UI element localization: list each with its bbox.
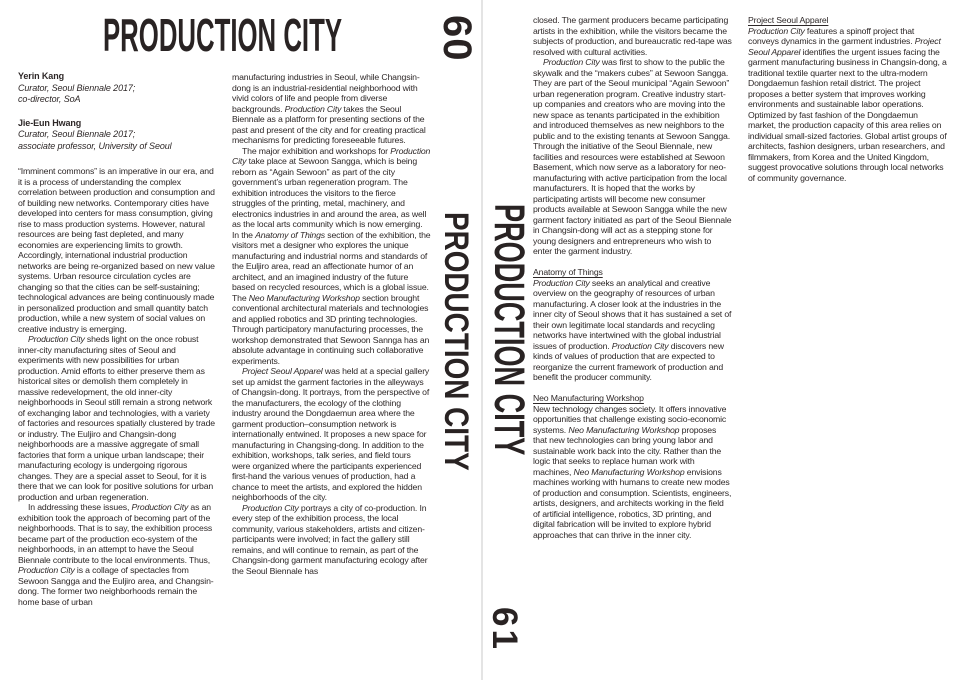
paragraph: Project Seoul Apparel was held at a special gallery set up amidst the garment factories in the alleyways of Changsin-dong. It portrays, from the perspective of the manufacturers, the ecology of the clothing industry around the Dongdaemun area where the garment production–consumption network is internationally entwined. It proposes a new space for manufacturing in Changsing-dong. In addition to the exhibition, workshops, talk series, and field tours were organized where the participants experienced first-hand the various venues of production, had a chance to meet the artists, and explored the hidden neighborhoods of the city. xyxy=(232,366,430,502)
left-page-vertical-title: PRODUCTION CITY xyxy=(437,212,475,471)
paragraph: Production City sheds light on the once robust inner-city manufacturing sites of Seoul and experiments with new possibilities for urban production. Amid efforts to either preserve them as historical sites or demolish them completely in massive redevelopment, the old inner-city neighborhoods in Seoul still remain a strong network of exchanging labor and technologies, with a variety of factories and resources spatially clustered by trade or industry. The Euljiro and Changsin-dong neighborhoods are a massive aggregate of small factories that form a unique urban landscape; their manufacturing ecology is undergoing rigorous changes. They are a special asset to Seoul, for it is there that we can look for positive solutions for urban production and urban regeneration. xyxy=(18,334,215,502)
paragraph: “Imminent commons” is an imperative in our era, and it is a process of understanding the complex correlation between production and consumption and of building new networks. Contemporary cities have developed into centers for mass consumption, giving rise to mass production systems. However, natural resources are being fast depleted, and many economies are experiencing limits to growth. Accordingly, international industrial production networks are being re-organized based on new value systems. Urban resource circulation cycles are changing so that the cities can be self-sustaining; technological advances are being continuously made in personalized production and small quantity batch production, while a new system of social values on creative industry is emerging. xyxy=(18,166,215,334)
text-column-1 xyxy=(18,166,215,607)
paragraph: Production City seeks an analytical and creative overview on the geography of resources of urban manufacturing. A closer look at the industries in the inner city of Seoul shows that it has sustained a set of their own legitimate local standards and recycling networks have intertwined with the global industrial issues of production. Production City discovers new kinds of values of production that are expected to reorganize the current framework of production and benefit the producer community. xyxy=(533,277,732,382)
author-role: co-director, SoA xyxy=(18,94,81,104)
paragraph: closed. The garment producers became participating artists in the exhibition, while the visitors became the subjects of production, and bureaucratic red-tape was resolved with cultural activities. xyxy=(533,15,732,57)
author-role: associate professor, University of Seoul xyxy=(18,140,172,151)
paragraph: The major exhibition and workshops for Production City take place at Sewoon Sangga, which is being reborn as “Again Sewoon” as part of the city government’s urban regeneration program. The exhibition introduces the visitors to the fierce struggles of the printing, metal, machinery, and electronics industries in and around the area, as well as the local arts community which is now emerging. In the Anatomy of Things section of the exhibition, the visitors met a designer who explores the unique manufacturing and industrial norms and standards of the Euljiro area, read an affectionate humor of an architect, and an imagined industry of the future based on recycled resources, which is a global issue. The Neo Manufacturing Workshop section brought conventional architectural materials and technologies and applied robotics and 3D printing technologies. Through participatory manufacturing processes, the workshop demonstrated that Sewoon Sannga has an absolute advantage in continuing such collaborative experiments. xyxy=(232,145,431,366)
text-column-3 xyxy=(533,15,732,540)
paragraph: In addressing these issues, Production City as an exhibition took the approach of becoming part of the neighborhoods. That is to say, the exhibition process became part of the production eco-system of the neighborhoods, in an attempt to have the Seoul Biennale contribute to the local environments. Thus, Production City is a collage of spectacles from Sewoon Sangga and the Euljiro area, and Changsin-dong. The former two neighborhoods remain the home base of urban xyxy=(18,502,214,607)
paragraph: Production City portrays a city of co-production. In every step of the exhibition process, the local community, various stakeholders, artists and citizen-participants were involved; in fact the gallery still remains, and will continue to remain, as part of the Changsin-dong garment manufacturing ecology after the Seoul Biennale has xyxy=(232,502,428,576)
page-divider xyxy=(481,0,483,680)
right-page-vertical-title: PRODUCTION CITY xyxy=(485,204,533,456)
author-name: Yerin Kang xyxy=(18,71,65,81)
paragraph: Production City was first to show to the public the skywalk and the “makers cubes” at Sewoon Sangga. They are part of the Seoul municipal “Again Sewoon” urban regeneration program. Creative industry start-up companies and creators who are moving into the new space as tenants participated in the exhibition and introduced themselves as new neighbors to the public and to the existing tenants at Sewoon Sangga. Through the initiative of the Seoul Biennale, new facilities and resources were established at Sewoon Basement, which now serve as a laboratory for neo-manufacturing with active participation from the local manufacturers. It is hoped that the works by participating artists will become new consumer products available at Sewoon Sangga while the new garment factory initiated as part of the Seoul Biennale in Changsin-dong will act as a stepping stone for young designers and entrepreneurs who wish to enter the garment industry. xyxy=(533,57,732,256)
author xyxy=(18,71,216,106)
author-block xyxy=(18,71,216,164)
paragraph: New technology changes society. It offers innovative opportunities that challenge existing socio-economic systems. Neo Manufacturing Workshop proposes that new technologies can bring young labor and sustainable work back into the city. Rather than the logic that seeks to replace human work with machines, Neo Manufacturing Workshop envisions machines working with humans to create new modes of production and consumption. Scientists, engineers, artists, designers, and architects working in the field of artificial intelligence, robotics, 3D printing, and digital fabrication will be invited to explore hybrid approaches that can thrive in the inner city. xyxy=(533,403,732,540)
paragraph: Production City features a spinoff project that conveys dynamics in the garment industries. Project Seoul Apparel identifies the urgent issues facing the garment manufacturing business in Changsin-dong, a traditional textile quarter next to the ultra-modern Dongdaemun fashion retail district. The project proposes a better system that improves working environments and sustainable labor operations. Optimized by fast fashion of the Dongdaemun market, the production capacity of this area relies on individual small-sized factories. Global artist groups of architects, fashion designers, urban researchers, and filmmakers, from Korea and the United Kingdom, suggest provocative solutions through local networks of community governance. xyxy=(748,25,947,183)
page-title-text: PRODUCTION CITY xyxy=(103,9,342,61)
author-name: Jie-Eun Hwang xyxy=(18,117,82,128)
author xyxy=(18,118,216,153)
author-role: Curator, Seoul Biennale 2017; xyxy=(18,129,136,139)
left-page-number: 60 xyxy=(435,15,479,62)
paragraph: manufacturing industries in Seoul, while Changsin-dong is an industrial-residential neighborhood with vivid colors of life and people from diverse backgrounds. Production City takes the Seoul Biennale as a platform for presenting sections of the past and present of the city and for creating practical mechanisms for predicting foreseeable futures. xyxy=(232,72,426,145)
text-column-4 xyxy=(748,15,947,183)
right-page-number: 61 xyxy=(485,607,524,652)
section-heading: Anatomy of Things xyxy=(533,267,603,277)
section-heading: Neo Manufacturing Workshop xyxy=(533,393,644,403)
author-role: Curator, Seoul Biennale 2017; xyxy=(18,82,136,93)
section-heading: Project Seoul Apparel xyxy=(748,15,829,25)
text-column-2 xyxy=(232,72,431,576)
